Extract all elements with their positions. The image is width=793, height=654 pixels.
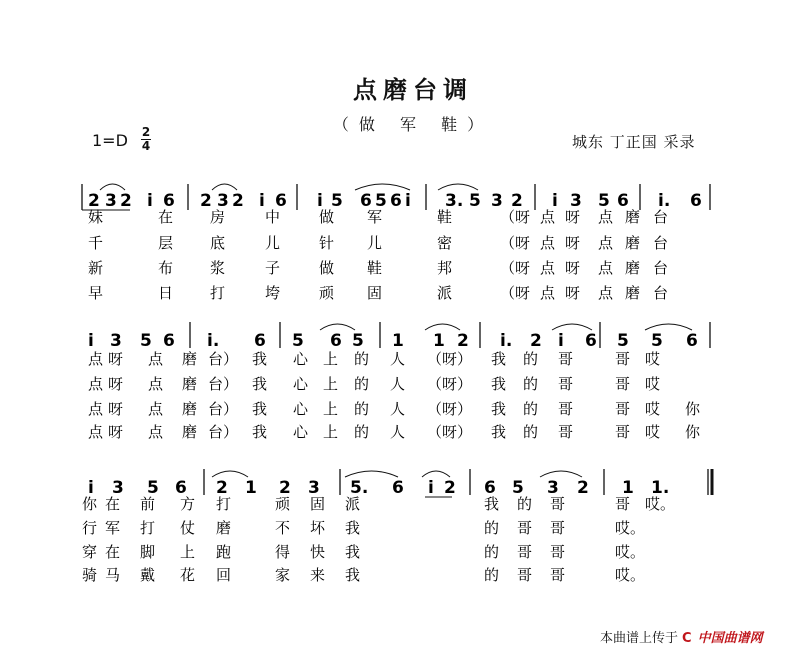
jianpu-note: 2 [577,478,589,498]
lyric-syllable: 点 [540,259,556,277]
lyric-syllable: 上 [323,350,339,368]
jianpu-note: 2 [444,478,456,498]
lyric-syllable: 哎。 [645,495,676,513]
lyric-syllable: 戴 [140,566,156,584]
lyric-syllable: 哎 [645,400,661,418]
jianpu-note: i [428,478,434,498]
lyric-syllable: 人 [390,375,406,393]
lyric-syllable: 呀 [565,284,581,302]
lyric-syllable: 早 [88,284,104,302]
lyric-syllable: 点 [598,208,614,226]
lyric-syllable: 哥 [550,543,566,561]
lyric-syllable: 在 [105,543,121,561]
lyric-syllable: 台） [208,400,239,418]
lyric-syllable: 得 [275,543,291,561]
lyric-syllable: 我 [252,375,268,393]
lyric-syllable: 你 [685,423,701,441]
lyric-syllable: 磨 [625,208,641,226]
lyric-syllable: 上 [323,375,339,393]
lyric-syllable: 点 [88,350,104,368]
jianpu-note: 5 [375,191,387,211]
lyric-syllable: 磨 [182,423,198,441]
lyric-syllable: 新 [88,259,104,277]
lyric-syllable: 磨 [182,350,198,368]
lyric-syllable: 点 [148,375,164,393]
lyric-syllable: 固 [367,284,383,302]
jianpu-note: 2 [216,478,228,498]
time-denominator: 4 [141,139,151,153]
jianpu-note: 3 [112,478,124,498]
key-signature: 1=D [92,131,128,150]
lyric-syllable: 打 [210,284,226,302]
jianpu-note: 1. [651,478,670,498]
lyric-syllable: 行 [82,519,98,537]
lyric-syllable: 哥 [615,400,631,418]
lyric-syllable: 哥 [558,400,574,418]
lyric-syllable: 磨 [182,400,198,418]
lyric-syllable: 哎。 [615,519,646,537]
lyric-syllable: （呀 [500,208,531,226]
lyric-syllable: 前 [140,495,156,513]
jianpu-note: 6 [686,331,698,351]
time-numerator: 2 [141,125,151,139]
jianpu-note: 3 [570,191,582,211]
lyric-syllable: 哥 [550,566,566,584]
lyric-syllable: 底 [210,234,226,252]
jianpu-note: 6 [330,331,342,351]
lyric-syllable: 哎。 [615,566,646,584]
site-logo-text[interactable]: 中国曲谱网 [697,631,763,646]
lyric-syllable: 我 [252,423,268,441]
lyric-syllable: （呀 [500,234,531,252]
lyric-syllable: 呀 [108,423,124,441]
lyric-syllable: 磨 [625,259,641,277]
lyric-syllable: 打 [140,519,156,537]
jianpu-note: 1 [392,331,404,351]
lyric-syllable: 点 [88,400,104,418]
lyric-syllable: 哥 [615,495,631,513]
lyric-syllable: 的 [484,566,500,584]
lyric-syllable: 穿 [82,543,98,561]
lyric-syllable: 哥 [517,519,533,537]
lyric-syllable: 我 [491,350,507,368]
lyric-syllable: 呀 [108,375,124,393]
lyric-syllable: 你 [82,495,98,513]
slur-arc [345,471,398,477]
lyric-syllable: 回 [216,566,232,584]
page-subtitle: （做 军 鞋） [332,115,494,134]
lyric-syllable: 我 [484,495,500,513]
jianpu-note: 6 [163,331,175,351]
lyric-syllable: 坏 [310,519,326,537]
jianpu-note: 2 [200,191,212,211]
jianpu-note: 5 [512,478,524,498]
lyric-syllable: 做 [319,259,335,277]
lyric-syllable: 哥 [517,543,533,561]
jianpu-note: i [317,191,323,211]
jianpu-note: 2 [530,331,542,351]
lyric-syllable: 在 [158,208,174,226]
lyric-syllable: 人 [390,423,406,441]
lyric-syllable: 哥 [550,519,566,537]
lyric-syllable: 儿 [367,234,383,252]
lyric-syllable: 打 [216,495,232,513]
lyric-syllable: 呀 [565,208,581,226]
lyric-syllable: 的 [354,350,370,368]
lyric-syllable: （呀 [500,259,531,277]
lyric-syllable: 骑 [82,566,98,584]
lyric-syllable: 方 [180,495,196,513]
lyric-syllable: （呀） [427,423,473,441]
lyric-syllable: 邦 [437,259,453,277]
lyric-syllable: 子 [265,259,281,277]
lyric-syllable: 上 [323,400,339,418]
lyric-syllable: 人 [390,350,406,368]
jianpu-note: i [147,191,153,211]
lyric-syllable: 心 [293,423,309,441]
lyric-syllable: 不 [275,519,291,537]
jianpu-note: 5. [350,478,369,498]
jianpu-note: i [405,191,411,211]
lyric-syllable: 马 [105,566,121,584]
lyric-syllable: 我 [345,543,361,561]
lyric-syllable: 哥 [615,423,631,441]
jianpu-note: 3 [217,191,229,211]
lyric-syllable: 呀 [565,259,581,277]
jianpu-note: 2 [279,478,291,498]
jianpu-note: 3 [110,331,122,351]
lyric-syllable: 我 [491,400,507,418]
lyric-syllable: 的 [354,423,370,441]
lyric-syllable: 点 [598,234,614,252]
jianpu-note: 2 [232,191,244,211]
lyric-syllable: 我 [252,400,268,418]
lyric-syllable: 台 [653,208,669,226]
lyric-syllable: 哎 [645,423,661,441]
lyric-syllable: 点 [598,284,614,302]
lyric-syllable: 哥 [558,375,574,393]
jianpu-note: 5 [352,331,364,351]
lyric-syllable: 台） [208,375,239,393]
jianpu-note: i. [658,191,671,211]
lyric-syllable: 的 [523,375,539,393]
lyric-syllable: 点 [88,423,104,441]
lyric-syllable: 呀 [108,400,124,418]
jianpu-note: 2 [457,331,469,351]
lyric-syllable: 呀 [108,350,124,368]
lyric-syllable: 的 [484,519,500,537]
lyric-syllable: 磨 [625,284,641,302]
jianpu-note: 6 [617,191,629,211]
site-logo-icon: C [682,631,692,646]
slur-arc [212,471,248,477]
jianpu-note: i [558,331,564,351]
lyric-syllable: 的 [354,375,370,393]
jianpu-note: 6 [390,191,402,211]
lyric-syllable: 我 [491,423,507,441]
lyric-syllable: 磨 [182,375,198,393]
lyric-syllable: 点 [148,350,164,368]
lyric-syllable: 军 [105,519,121,537]
footer-credit [600,627,763,646]
jianpu-note: 6 [175,478,187,498]
jianpu-note: 6 [360,191,372,211]
lyric-syllable: 台 [653,234,669,252]
jianpu-note: 5 [147,478,159,498]
jianpu-note: 2 [511,191,523,211]
lyric-syllable: 浆 [210,259,226,277]
lyric-syllable: 在 [105,495,121,513]
lyric-syllable: 中 [265,208,281,226]
jianpu-note: 6 [484,478,496,498]
jianpu-note: 3 [547,478,559,498]
lyric-syllable: 点 [88,375,104,393]
lyric-syllable: 的 [523,400,539,418]
jianpu-note: 5 [617,331,629,351]
lyric-syllable: 鞋 [437,208,453,226]
lyric-syllable: 儿 [265,234,281,252]
lyric-syllable: 你 [685,400,701,418]
lyric-syllable: 哎 [645,350,661,368]
jianpu-note: 3 [308,478,320,498]
jianpu-note: i. [207,331,220,351]
jianpu-note: 6 [275,191,287,211]
jianpu-note: 3 [105,191,117,211]
lyric-syllable: 点 [540,208,556,226]
lyric-syllable: 的 [523,350,539,368]
lyric-syllable: 上 [180,543,196,561]
lyric-syllable: 哥 [558,350,574,368]
jianpu-note: 1 [433,331,445,351]
lyric-syllable: 哎 [645,375,661,393]
slur-arc [540,471,582,477]
lyric-syllable: 哥 [517,566,533,584]
jianpu-note: i. [500,331,513,351]
jianpu-note: 1 [245,478,257,498]
lyric-syllable: 家 [275,566,291,584]
lyric-syllable: 人 [390,400,406,418]
lyric-syllable: 心 [293,350,309,368]
lyric-syllable: 磨 [625,234,641,252]
jianpu-note: 5 [140,331,152,351]
lyric-syllable: 点 [540,284,556,302]
lyric-syllable: （呀） [427,350,473,368]
jianpu-note: 1 [622,478,634,498]
lyric-syllable: 千 [88,234,104,252]
lyric-syllable: 脚 [140,543,156,561]
lyric-syllable: 哥 [615,375,631,393]
jianpu-note: i [88,478,94,498]
lyric-syllable: 仗 [180,519,196,537]
lyric-syllable: 台 [653,259,669,277]
lyric-syllable: 鞋 [367,259,383,277]
lyric-syllable: 心 [293,400,309,418]
lyric-syllable: 来 [310,566,326,584]
lyric-syllable: 房 [210,208,226,226]
jianpu-note: 6 [690,191,702,211]
lyric-syllable: 台） [208,350,239,368]
lyric-syllable: 上 [323,423,339,441]
footer-label: 本曲谱上传于 [600,631,679,646]
jianpu-note: 6 [585,331,597,351]
slur-arc [422,471,450,477]
lyric-syllable: 日 [158,284,174,302]
lyric-syllable: 呀 [565,234,581,252]
lyric-syllable: 军 [367,208,383,226]
jianpu-note: 2 [88,191,100,211]
lyric-syllable: 花 [180,566,196,584]
lyric-syllable: 快 [310,543,326,561]
jianpu-note: 5 [292,331,304,351]
lyric-syllable: 顽 [319,284,335,302]
lyric-syllable: 针 [319,234,335,252]
lyric-syllable: 我 [345,519,361,537]
lyric-syllable: 的 [517,495,533,513]
lyric-syllable: （呀） [427,375,473,393]
jianpu-note: 6 [392,478,404,498]
lyric-syllable: 心 [293,375,309,393]
lyric-syllable: 派 [345,495,361,513]
jianpu-note: i [552,191,558,211]
lyric-syllable: 磨 [216,519,232,537]
lyric-syllable: 点 [148,400,164,418]
lyric-syllable: 点 [540,234,556,252]
lyric-syllable: 哥 [615,350,631,368]
lyric-syllable: 的 [484,543,500,561]
lyric-syllable: 做 [319,208,335,226]
jianpu-note: i [88,331,94,351]
collector-credit: 城东 丁正国 采录 [572,133,696,151]
lyric-syllable: 的 [523,423,539,441]
lyric-syllable: 的 [354,400,370,418]
lyric-syllable: 我 [345,566,361,584]
lyric-syllable: 台） [208,423,239,441]
page-title: 点磨台调 [353,75,473,104]
jianpu-note: 5 [331,191,343,211]
jianpu-note: 5 [598,191,610,211]
jianpu-note: 6 [254,331,266,351]
lyric-syllable: （呀 [500,284,531,302]
lyric-syllable: 点 [598,259,614,277]
jianpu-note: 6 [163,191,175,211]
lyric-syllable: 哎。 [615,543,646,561]
lyric-syllable: 布 [158,259,174,277]
lyric-syllable: 顽 [275,495,291,513]
jianpu-note: 2 [120,191,132,211]
lyric-syllable: 垮 [265,284,281,302]
jianpu-note: 3. [445,191,464,211]
jianpu-note: 5 [651,331,663,351]
lyric-syllable: 层 [158,234,174,252]
lyric-syllable: 台 [653,284,669,302]
lyric-syllable: 我 [252,350,268,368]
lyric-syllable: 密 [437,234,453,252]
jianpu-note: 5 [469,191,481,211]
lyric-syllable: 点 [148,423,164,441]
jianpu-note: i [259,191,265,211]
lyric-syllable: 我 [491,375,507,393]
lyric-syllable: 跑 [216,543,232,561]
lyric-syllable: 哥 [558,423,574,441]
lyric-syllable: 固 [310,495,326,513]
jianpu-note: 3 [491,191,503,211]
lyric-syllable: 哥 [550,495,566,513]
lyric-syllable: （呀） [427,400,473,418]
lyric-syllable: 派 [437,284,453,302]
lyric-syllable: 妹 [88,208,104,226]
